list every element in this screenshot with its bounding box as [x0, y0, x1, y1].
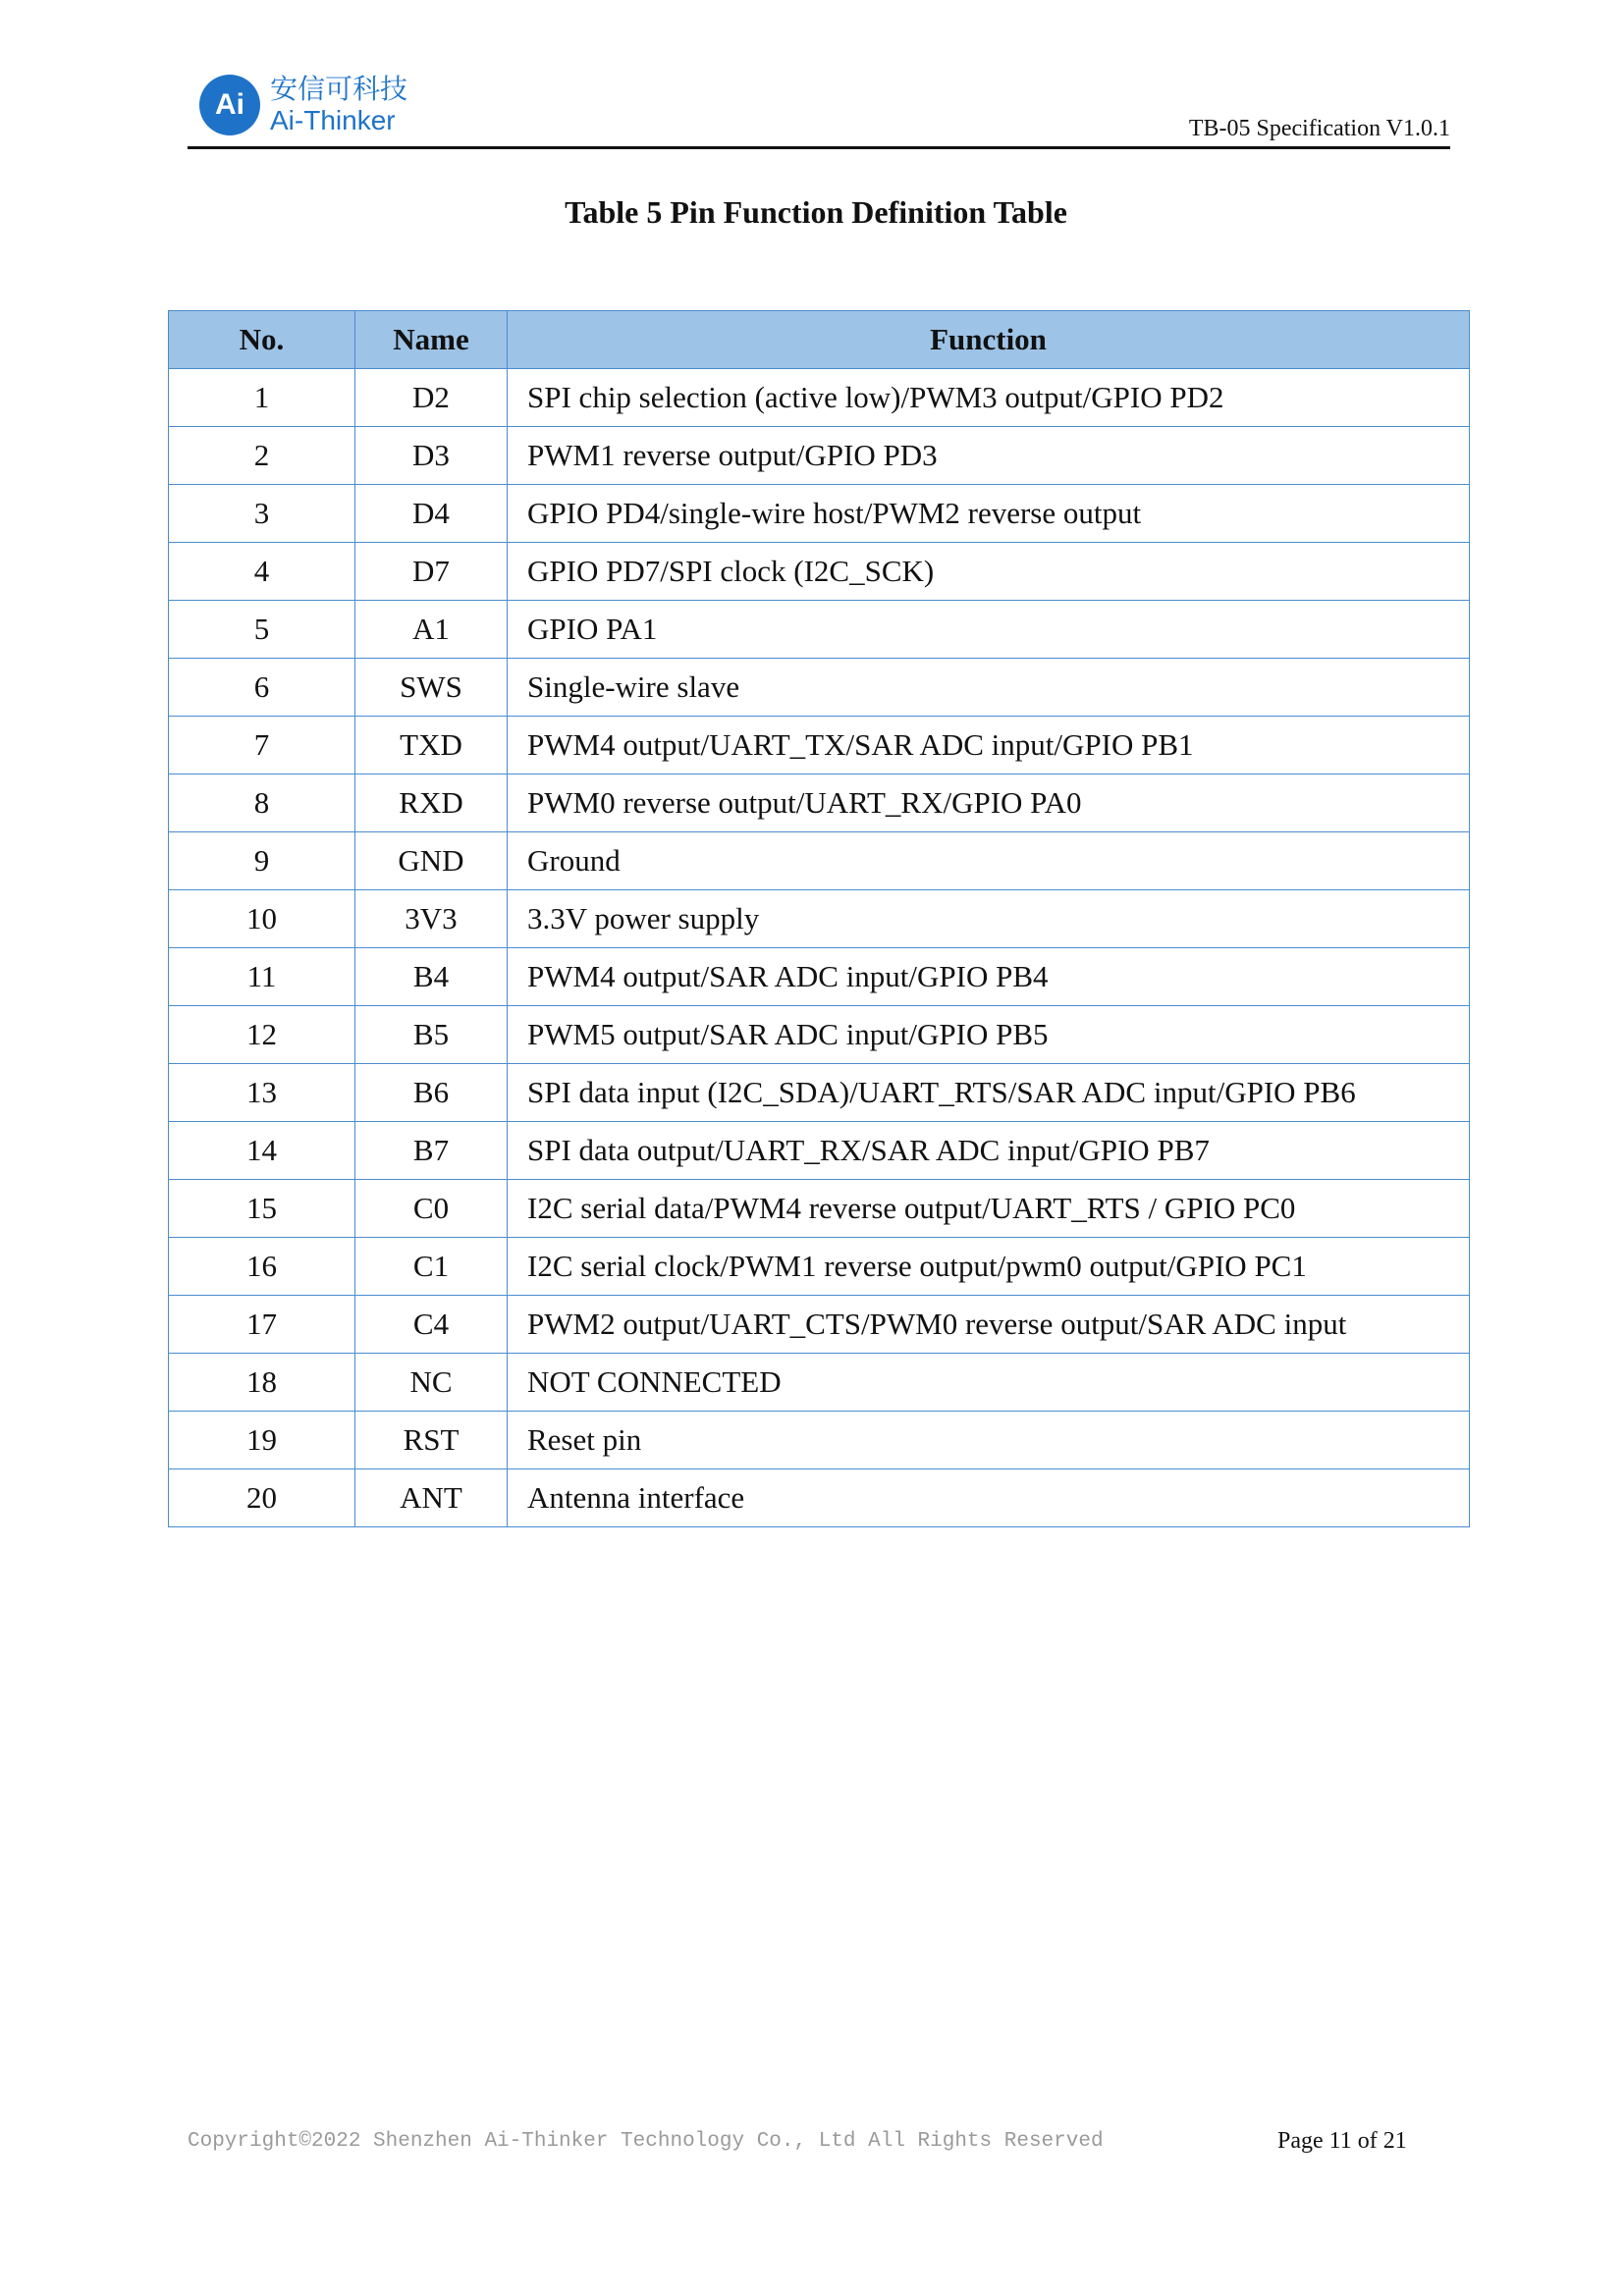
pin-number-cell: 14	[169, 1122, 355, 1180]
column-header-function: Function	[508, 311, 1470, 369]
pin-function-table	[168, 310, 1470, 1527]
document-title: TB-05 Specification V1.0.1	[1188, 116, 1450, 141]
pin-name-cell: D4	[355, 485, 508, 543]
pin-function-cell: PWM2 output/UART_CTS/PWM0 reverse output/SAR ADC input	[508, 1296, 1470, 1354]
logo-mark-text: Ai	[215, 88, 244, 121]
pin-number-cell: 17	[169, 1296, 355, 1354]
pin-function-cell: NOT CONNECTED	[508, 1354, 1470, 1412]
pin-name-cell: D7	[355, 543, 508, 601]
logo-english-name: Ai-Thinker	[270, 105, 396, 135]
table-row	[169, 774, 1470, 832]
pin-number-cell: 12	[169, 1006, 355, 1064]
pin-function-cell: SPI data output/UART_RX/SAR ADC input/GPIO PB7	[508, 1122, 1470, 1180]
table-row	[169, 369, 1470, 427]
pin-name-cell: SWS	[355, 659, 508, 717]
table-row	[169, 1064, 1470, 1122]
company-logo	[199, 75, 407, 135]
table-caption: Table 5 Pin Function Definition Table	[565, 194, 1067, 230]
pin-name-cell: B6	[355, 1064, 508, 1122]
pin-number-cell: 2	[169, 427, 355, 485]
pin-number-cell: 10	[169, 890, 355, 948]
pin-name-cell: ANT	[355, 1469, 508, 1527]
table-row	[169, 1469, 1470, 1527]
pin-function-cell: SPI chip selection (active low)/PWM3 output/GPIO PD2	[508, 369, 1470, 427]
pin-name-cell: GND	[355, 832, 508, 890]
pin-number-cell: 16	[169, 1238, 355, 1296]
pin-number-cell: 13	[169, 1064, 355, 1122]
column-header-name: Name	[355, 311, 508, 369]
pin-name-cell: C0	[355, 1180, 508, 1238]
pin-number-cell: 9	[169, 832, 355, 890]
pin-name-cell: D2	[355, 369, 508, 427]
table-row	[169, 427, 1470, 485]
pin-number-cell: 6	[169, 659, 355, 717]
footer-copyright: Copyright©2022 Shenzhen Ai-Thinker Technology Co., Ltd All Rights Reserved	[188, 2130, 1104, 2153]
header-divider	[188, 146, 1450, 149]
pin-function-cell: PWM1 reverse output/GPIO PD3	[508, 427, 1470, 485]
pin-name-cell: RST	[355, 1412, 508, 1469]
table-row	[169, 1122, 1470, 1180]
table-row	[169, 659, 1470, 717]
pin-function-cell: PWM5 output/SAR ADC input/GPIO PB5	[508, 1006, 1470, 1064]
pin-name-cell: D3	[355, 427, 508, 485]
table-row	[169, 543, 1470, 601]
pin-function-cell: GPIO PD4/single-wire host/PWM2 reverse output	[508, 485, 1470, 543]
table-row	[169, 948, 1470, 1006]
pin-number-cell: 18	[169, 1354, 355, 1412]
table-row	[169, 601, 1470, 659]
table-row	[169, 1238, 1470, 1296]
pin-number-cell: 20	[169, 1469, 355, 1527]
pin-number-cell: 7	[169, 717, 355, 774]
column-header-no: No.	[169, 311, 355, 369]
pin-name-cell: B5	[355, 1006, 508, 1064]
pin-name-cell: A1	[355, 601, 508, 659]
table-row	[169, 1412, 1470, 1469]
pin-function-cell: Antenna interface	[508, 1469, 1470, 1527]
table-row	[169, 1180, 1470, 1238]
table-header-row	[169, 311, 1470, 369]
pin-function-cell: SPI data input (I2C_SDA)/UART_RTS/SAR ADC input/GPIO PB6	[508, 1064, 1470, 1122]
table-row	[169, 717, 1470, 774]
table-row	[169, 832, 1470, 890]
pin-name-cell: 3V3	[355, 890, 508, 948]
pin-function-cell: GPIO PD7/SPI clock (I2C_SCK)	[508, 543, 1470, 601]
pin-function-cell: Ground	[508, 832, 1470, 890]
table-row	[169, 485, 1470, 543]
pin-number-cell: 3	[169, 485, 355, 543]
pin-name-cell: TXD	[355, 717, 508, 774]
pin-function-cell: Reset pin	[508, 1412, 1470, 1469]
pin-number-cell: 15	[169, 1180, 355, 1238]
pin-function-cell: I2C serial clock/PWM1 reverse output/pwm0 output/GPIO PC1	[508, 1238, 1470, 1296]
pin-number-cell: 1	[169, 369, 355, 427]
pin-function-cell: PWM4 output/UART_TX/SAR ADC input/GPIO PB1	[508, 717, 1470, 774]
table-row	[169, 890, 1470, 948]
pin-number-cell: 4	[169, 543, 355, 601]
pin-function-cell: 3.3V power supply	[508, 890, 1470, 948]
pin-function-cell: Single-wire slave	[508, 659, 1470, 717]
pin-function-cell: PWM4 output/SAR ADC input/GPIO PB4	[508, 948, 1470, 1006]
pin-name-cell: C1	[355, 1238, 508, 1296]
pin-function-cell: PWM0 reverse output/UART_RX/GPIO PA0	[508, 774, 1470, 832]
pin-function-cell: GPIO PA1	[508, 601, 1470, 659]
pin-name-cell: B7	[355, 1122, 508, 1180]
pin-number-cell: 11	[169, 948, 355, 1006]
pin-function-cell: I2C serial data/PWM4 reverse output/UART_RTS / GPIO PC0	[508, 1180, 1470, 1238]
pin-name-cell: C4	[355, 1296, 508, 1354]
pin-name-cell: B4	[355, 948, 508, 1006]
table-row	[169, 1296, 1470, 1354]
pin-number-cell: 19	[169, 1412, 355, 1469]
page-number: Page 11 of 21	[1277, 2128, 1407, 2154]
table-row	[169, 1354, 1470, 1412]
pin-name-cell: NC	[355, 1354, 508, 1412]
pin-number-cell: 8	[169, 774, 355, 832]
pin-number-cell: 5	[169, 601, 355, 659]
pin-name-cell: RXD	[355, 774, 508, 832]
logo-chinese-name: 安信可科技	[270, 73, 408, 105]
table-row	[169, 1006, 1470, 1064]
logo-mark	[199, 75, 260, 135]
